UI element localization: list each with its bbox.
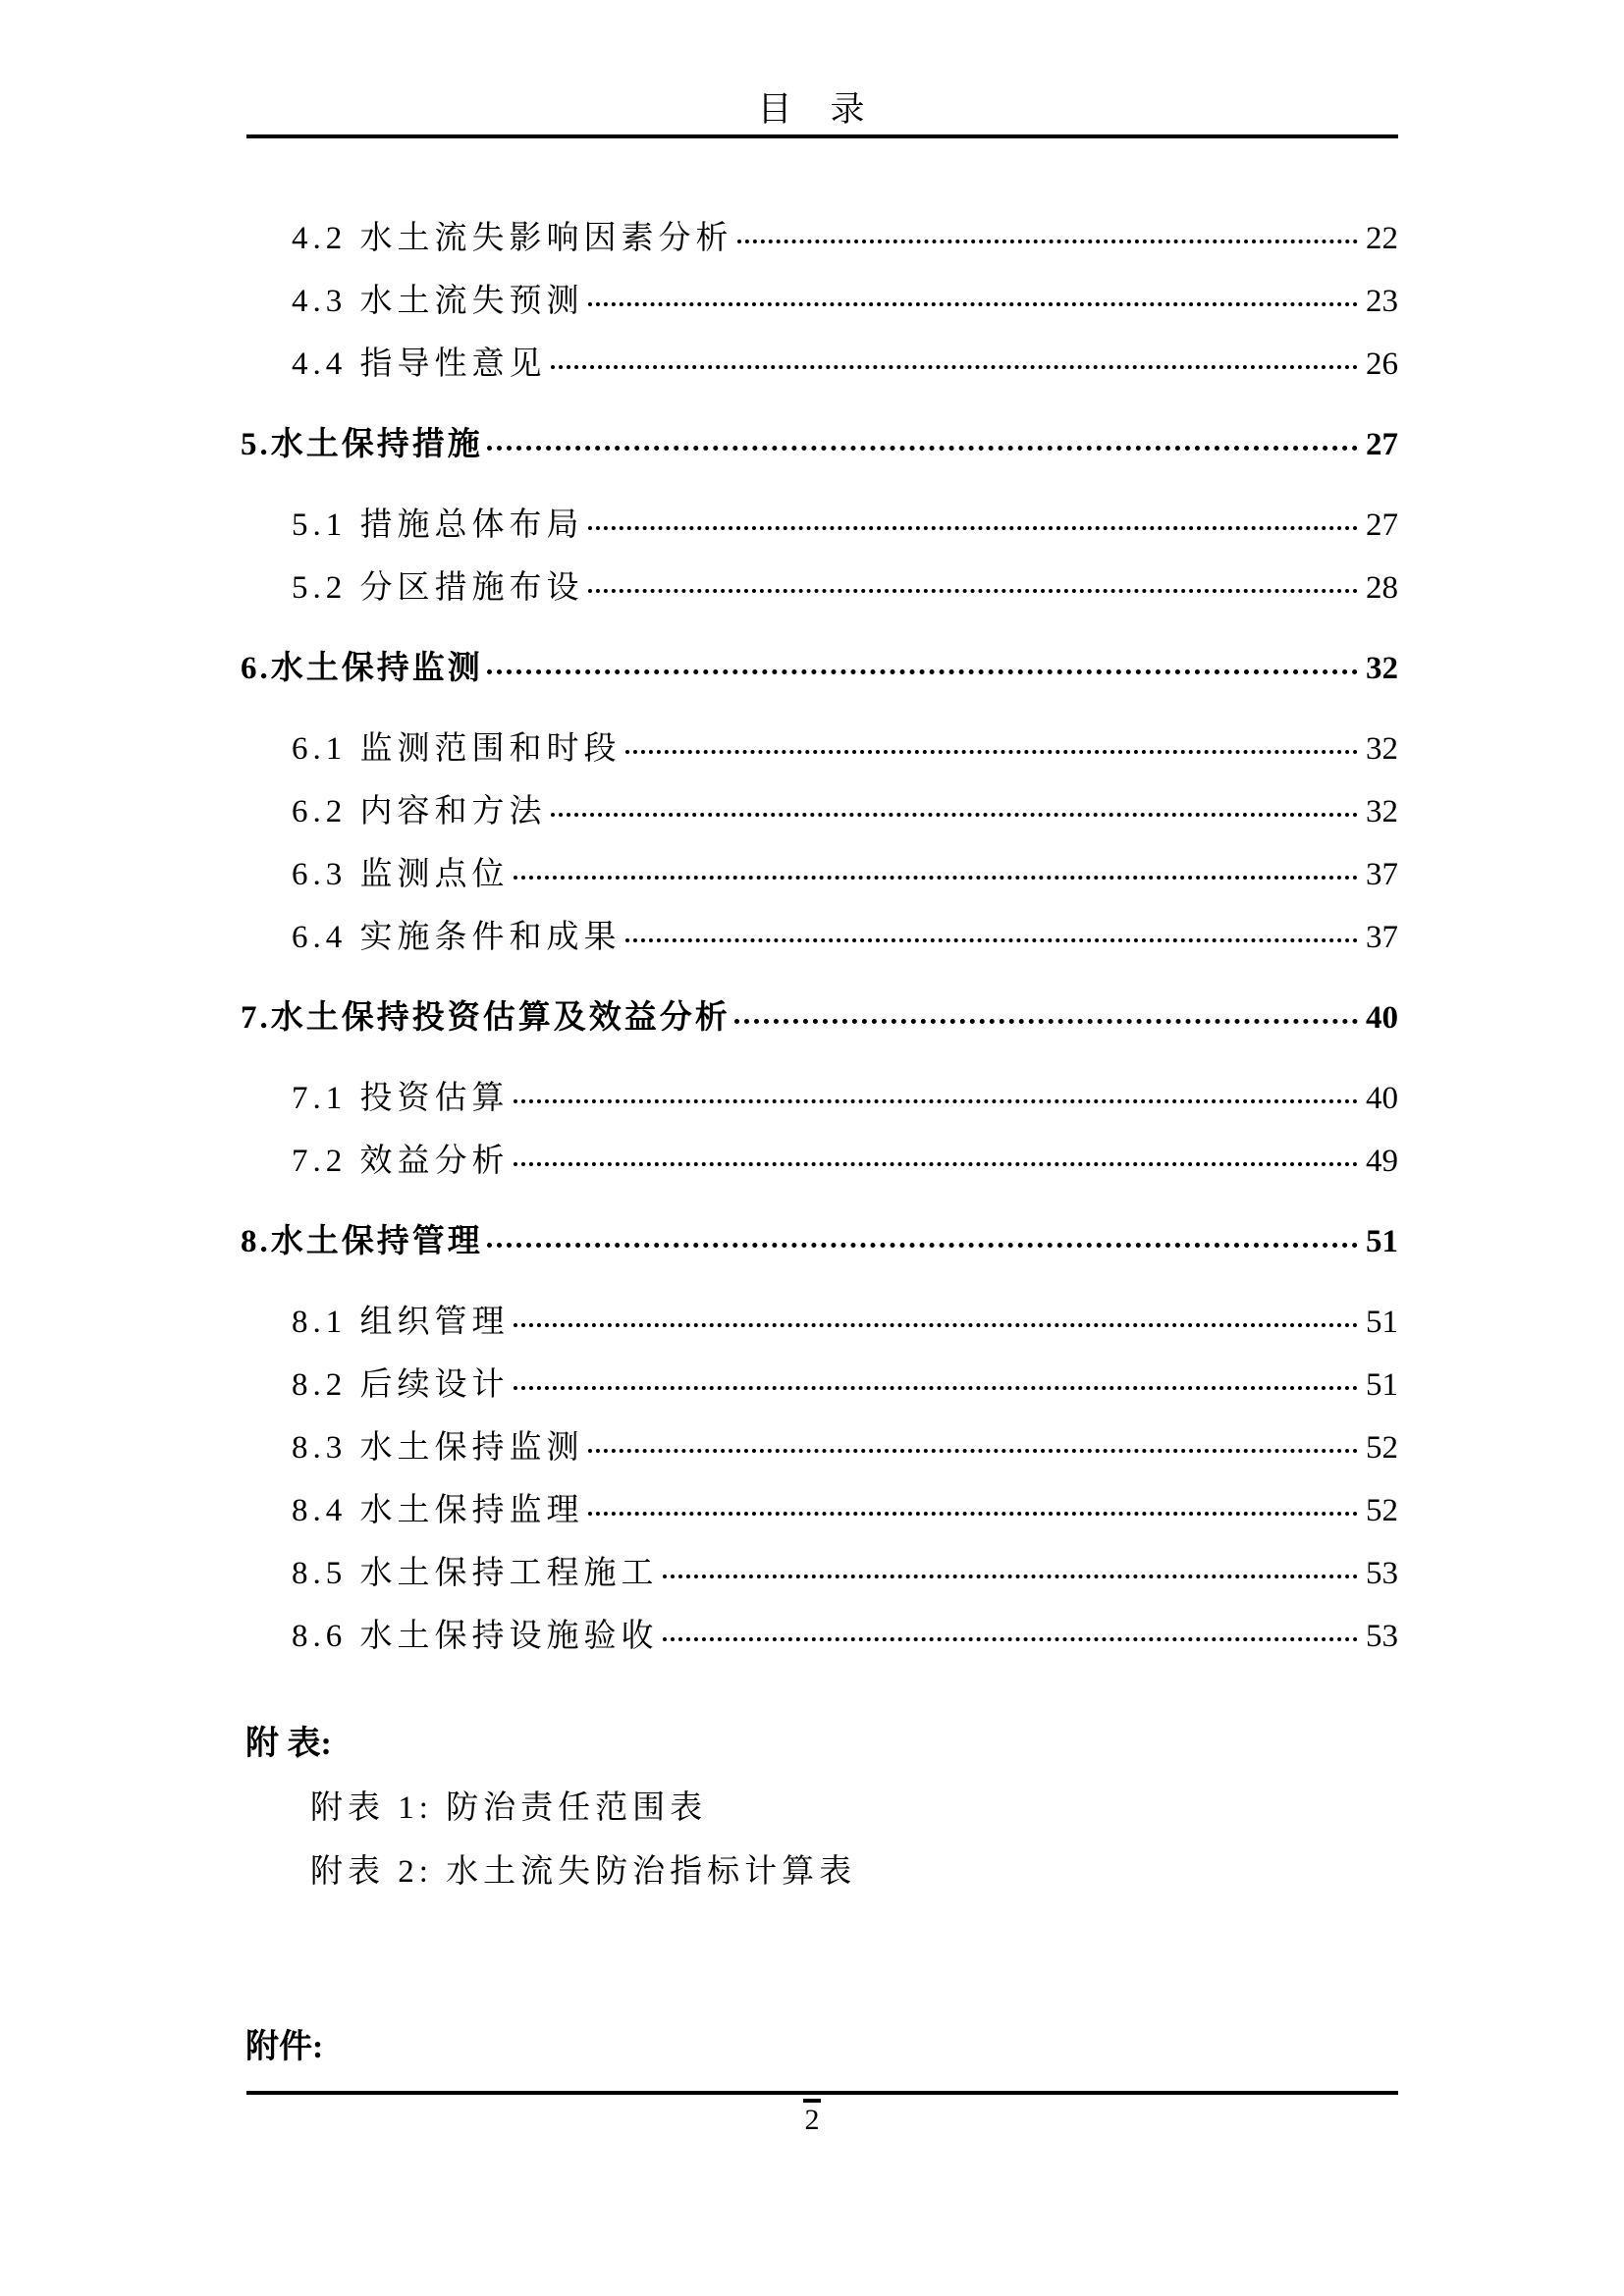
appendix-item: 附表 1: 防治责任范围表 [310,1790,708,1826]
toc-entry [241,425,1398,464]
toc-entry-label: 8.6 水土保持设施验收 [292,1619,659,1654]
toc-dot-leader [487,1243,1358,1248]
toc-entry [292,792,1398,831]
page-title: 目 录 [757,90,867,129]
toc-entry-label: 8.2 后续设计 [292,1367,510,1403]
toc-entry [292,282,1398,321]
toc-dot-leader [625,750,1359,754]
toc-entry-label: 8.5 水土保持工程施工 [292,1556,659,1591]
toc-entry-label: 6.水土保持监测 [241,651,483,686]
toc-dot-leader [514,1323,1359,1327]
toc-entry-page: 32 [1366,651,1398,686]
toc-entry [292,918,1398,957]
toc-entry-label: 8.水土保持管理 [241,1224,483,1259]
toc-entry-label: 5.水土保持措施 [241,427,483,462]
toc-entry-page: 53 [1366,1556,1398,1591]
toc-dot-leader [663,1575,1359,1578]
toc-entry-page: 51 [1366,1305,1398,1340]
toc-dot-leader [551,365,1359,369]
toc-entry-page: 51 [1366,1224,1398,1259]
footer-rule [246,2091,1398,2095]
toc-entry-label: 6.2 内容和方法 [292,794,547,829]
toc-entry-label: 8.3 水土保持监测 [292,1430,584,1466]
toc-entry-page: 27 [1366,507,1398,543]
toc-dot-leader [588,1449,1359,1453]
toc-dot-leader [737,240,1359,243]
toc-entry-page: 27 [1366,427,1398,462]
attachments-heading: 附件: [245,2029,324,2065]
toc-entry-label: 6.3 监测点位 [292,857,510,892]
toc-entry [241,998,1398,1038]
toc-entry-label: 7.水土保持投资估算及效益分析 [241,1000,731,1036]
toc-entry-page: 40 [1366,1081,1398,1116]
toc-entry-page: 40 [1366,1000,1398,1036]
toc-entry-page: 49 [1366,1144,1398,1179]
toc-entry [292,1428,1398,1468]
toc-entry-label: 4.4 指导性意见 [292,347,547,382]
toc-entry [292,1617,1398,1656]
appendix-tables-heading: 附 表: [245,1726,332,1762]
toc-entry [292,219,1398,258]
toc-entry-page: 23 [1366,284,1398,319]
toc-dot-leader [487,446,1358,451]
toc-entry [241,649,1398,688]
toc-entry-page: 32 [1366,731,1398,767]
toc-dot-leader [514,1099,1359,1103]
page-number: 2 [804,2104,820,2136]
toc-entry [292,1554,1398,1593]
toc-dot-leader [588,302,1359,306]
toc-entry-label: 5.1 措施总体布局 [292,507,584,543]
toc-entry-page: 32 [1366,794,1398,829]
toc-dot-leader [588,526,1359,530]
toc-dot-leader [487,669,1358,674]
toc-entry-label: 7.1 投资估算 [292,1081,510,1116]
toc-dot-leader [734,1019,1358,1024]
toc-entry [292,729,1398,769]
toc-entry-label: 7.2 效益分析 [292,1144,510,1179]
toc-dot-leader [663,1637,1359,1641]
toc-entry-page: 52 [1366,1430,1398,1466]
toc-entry-label: 4.2 水土流失影响因素分析 [292,221,733,256]
toc-entry [241,1222,1398,1261]
toc-dot-leader [625,938,1359,942]
toc-entry [292,1491,1398,1530]
toc-entry-page: 53 [1366,1619,1398,1654]
toc-entry [292,855,1398,894]
toc-dot-leader [514,876,1359,880]
appendix-item: 附表 2: 水土流失防治指标计算表 [310,1854,857,1890]
toc-entry-label: 4.3 水土流失预测 [292,284,584,319]
toc-entry [292,345,1398,384]
toc-entry-label: 8.1 组织管理 [292,1305,510,1340]
toc-dot-leader [551,813,1359,817]
toc-entry-page: 26 [1366,347,1398,382]
toc-entry-page: 22 [1366,221,1398,256]
toc-entry [292,1365,1398,1405]
toc-dot-leader [588,1512,1359,1516]
toc-entry-label: 6.4 实施条件和成果 [292,920,622,955]
toc-entry-page: 37 [1366,920,1398,955]
toc-entry-page: 52 [1366,1493,1398,1528]
toc-entry [292,1079,1398,1118]
toc-entry-label: 8.4 水土保持监理 [292,1493,584,1528]
toc-entry-page: 28 [1366,570,1398,606]
toc-dot-leader [514,1386,1359,1390]
toc-entry-page: 37 [1366,857,1398,892]
header-rule [246,134,1398,138]
toc-entry [292,1303,1398,1342]
toc-dot-leader [514,1162,1359,1166]
toc-dot-leader [588,589,1359,593]
toc-entry [292,568,1398,608]
toc-entry-page: 51 [1366,1367,1398,1403]
toc-entry [292,506,1398,545]
toc-entry [292,1142,1398,1181]
toc-entry-label: 6.1 监测范围和时段 [292,731,622,767]
toc-entry-label: 5.2 分区措施布设 [292,570,584,606]
